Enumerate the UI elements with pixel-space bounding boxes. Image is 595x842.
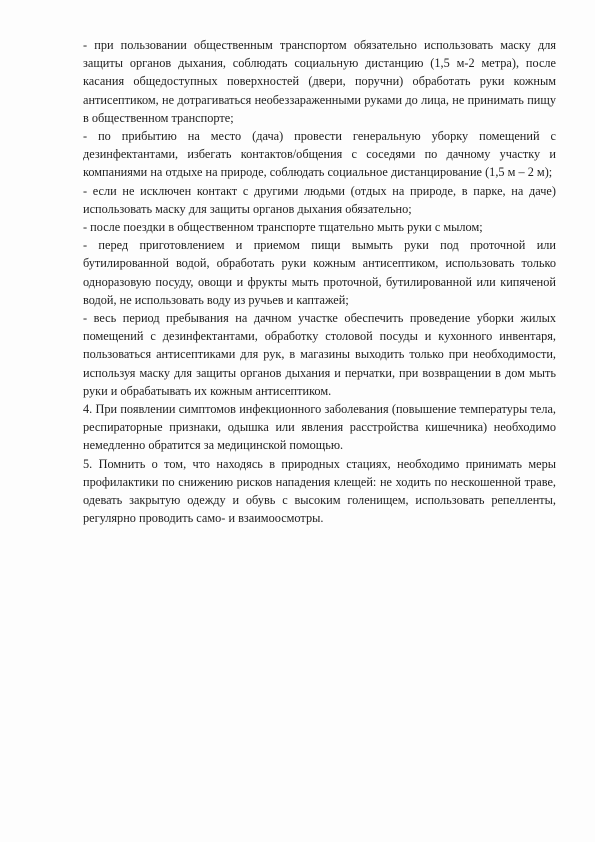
paragraph-mask-contact: - если не исключен контакт с другими людьми (отдых на природе, в парке, на даче) использовать маску для защиты органов дыхания обязательно;	[83, 183, 556, 216]
paragraph-wash-hands: - после поездки в общественном транспорте тщательно мыть руки с мылом;	[83, 220, 483, 235]
paragraph-food-preparation: - перед приготовлением и приемом пищи вымыть руки под проточной или бутилированной водой, обработать руки кожным антисептиком, использовать только одноразовую посуду, овощи и фрукты мыть проточной, бутилированной или кипяченой водой, не использовать воду из ручьев и каптажей;	[83, 238, 556, 307]
paragraph-public-transport: - при пользовании общественным транспортом обязательно использовать маску для защиты органов дыхания, соблюдать социальную дистанцию (1,5 м-2 метра), после касания общедоступных поверхностей (двери, поручни) обработать руки кожным антисептиком, не дотрагиваться необеззараженными руками до лица, не принимать пищу в общественном транспорте;	[83, 38, 556, 125]
document-body	[83, 36, 556, 527]
paragraph-arrival-cleaning: - по прибытию на место (дача) провести генеральную уборку помещений с дезинфектантами, избегать контактов/общения с соседями по дачному участку и компаниями на отдыхе на природе, соблюдать социальное дистанцирование (1,5 м – 2 м);	[83, 129, 556, 180]
paragraph-ticks-prevention: 5. Помнить о том, что находясь в природных стациях, необходимо принимать меры профилактики по снижению рисков нападения клещей: не ходить по нескошенной траве, одевать закрытую одежду и обувь с высоким голенищем, использовать репелленты, регулярно проводить само- и взаимоосмотры.	[83, 456, 556, 526]
paragraph-symptoms: 4. При появлении симптомов инфекционного заболевания (повышение температуры тела, респираторные признаки, одышка или явления расстройства кишечника) необходимо немедленно обратится за медицинской помощью.	[83, 402, 556, 453]
paragraph-stay-period: - весь период пребывания на дачном участке обеспечить проведение уборки жилых помещений с дезинфектантами, обработку столовой посуды и кухонного инвентаря, пользоваться антисептиками для рук, в магазины выходить только при необходимости, используя маску для защиты органов дыхания и перчатки, при возвращении в дом мыть руки и обрабатывать их кожным антисептиком.	[83, 311, 556, 398]
